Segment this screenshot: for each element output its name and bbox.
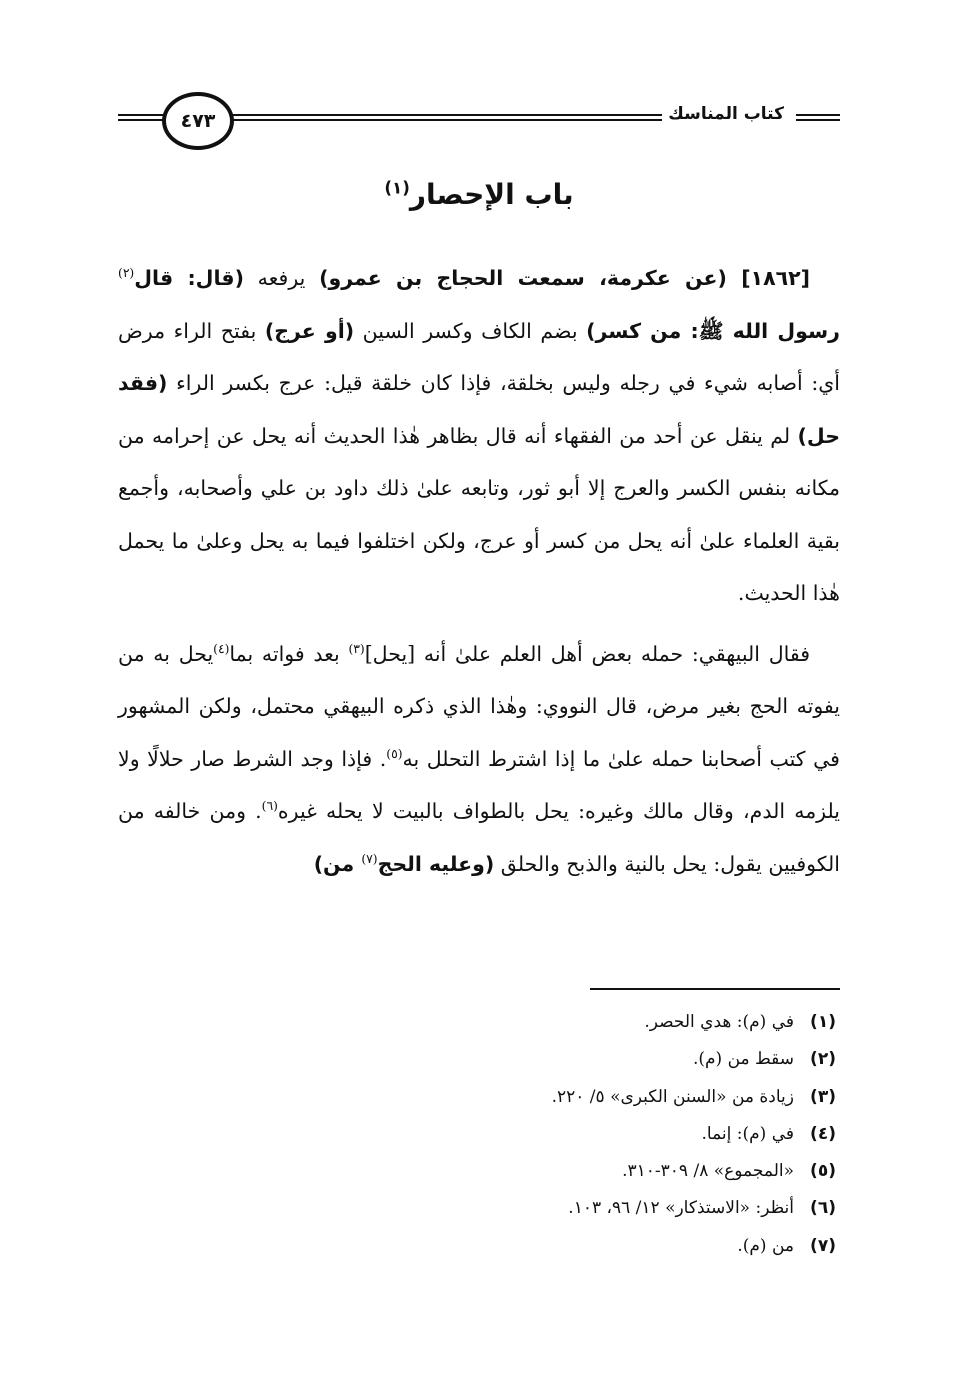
footnote — [118, 1116, 836, 1153]
hadith-text: (أو عرج) — [264, 318, 355, 343]
page-number: ٤٧٣ — [180, 110, 216, 132]
footnote-ref: (٧) — [361, 851, 378, 866]
footnote-ref: (١) — [384, 177, 410, 198]
commentary-text: بفتح الراء مرض أي: أصابه شيء في رجله وليس بخلقة، فإذا كان خلقة قيل: عرج بكسر الراء — [118, 318, 840, 395]
header-rule — [796, 119, 840, 121]
footnote-number: (٢) — [810, 1049, 836, 1070]
footnote — [118, 1079, 836, 1116]
footnote — [118, 1153, 836, 1190]
commentary-text: بعد فواته بما — [229, 641, 349, 666]
footnote-text: من (م). — [737, 1235, 794, 1256]
header-rule — [214, 119, 690, 121]
hadith-text: (وعليه الحج — [377, 851, 495, 876]
commentary-text: لم ينقل عن أحد من الفقهاء أنه قال بظاهر هٰذا الحديث أنه يحل عن إحرامه من مكانه بنفس الكسر والعرج إلا أبو ثور، وتابعه علىٰ ذلك داود بن علي وأصحابه، وأجمع بقية العلماء علىٰ أنه يحل من كسر أو عرج، ولكن اختلفوا فيما به يحل وعلىٰ ما يحمل هٰذا الحديث. — [118, 423, 840, 605]
footnote-number: (٦) — [810, 1198, 836, 1219]
header-rule — [214, 114, 690, 116]
footnote-number: (٧) — [810, 1235, 836, 1256]
header-rule — [796, 114, 840, 116]
footnote-number: (٤) — [810, 1123, 836, 1144]
footnote-text: أنظر: «الاستذكار» ١٢/ ٩٦، ١٠٣. — [568, 1198, 794, 1219]
footnote-text: في (م): إنما. — [701, 1123, 794, 1144]
footnote-number: (٣) — [810, 1086, 836, 1107]
footnote-text: في (م): هدي الحصر. — [644, 1012, 794, 1032]
footnote-ref: (٥) — [386, 746, 403, 761]
hadith-text: رسول الله ﷺ: من كسر) — [586, 318, 840, 343]
commentary-text: . فإذا وجد الشرط صار حلالًا ولا يلزمه الدم، وقال مالك وغيره: يحل بالطواف بالبيت لا يحله غيره — [118, 746, 840, 823]
paragraph — [118, 252, 840, 620]
footnote — [118, 1228, 836, 1265]
header-rule — [118, 119, 164, 121]
running-header — [118, 92, 840, 156]
footnote — [118, 1004, 836, 1041]
footnote-ref: (٦) — [261, 799, 278, 814]
hadith-text: [١٨٦٢] (عن عكرمة، سمعت الحجاج بن عمرو) — [319, 266, 810, 290]
footnote-separator — [590, 988, 840, 990]
hadith-text: (قال: قال — [134, 266, 244, 290]
commentary-text: بضم الكاف وكسر السين — [354, 318, 587, 343]
footnote-ref: (٣) — [348, 641, 365, 656]
paragraph — [118, 628, 840, 891]
footnote — [118, 1041, 836, 1078]
header-rule — [118, 114, 164, 116]
footnote-text: «المجموع» ٨/ ٣٠٩-٣١٠. — [622, 1161, 794, 1182]
footnote-ref: (٤) — [213, 641, 230, 656]
footnote-text: سقط من (م). — [692, 1049, 794, 1070]
commentary-text: . ومن خالفه من الكوفيين يقول: يحل بالنية والذبح والحلق — [118, 799, 840, 876]
commentary-text: فقال البيهقي: حمله بعض أهل العلم علىٰ أنه [يحل] — [364, 641, 811, 666]
hadith-text: من) — [313, 851, 362, 876]
footnote — [118, 1190, 836, 1227]
main-text — [118, 252, 840, 890]
chapter-title-text: باب الإحصار — [409, 178, 574, 211]
chapter-title — [118, 178, 840, 211]
hadith-text: (فقد حل) — [118, 371, 840, 448]
page-number-badge — [162, 92, 234, 150]
running-title: كتاب المناسك — [662, 104, 790, 124]
footnote-number: (٥) — [810, 1161, 836, 1182]
footnote-text: زيادة من «السنن الكبرى» ٥/ ٢٢٠. — [551, 1086, 794, 1107]
footnotes — [118, 1004, 836, 1265]
footnote-ref: (٢) — [118, 266, 135, 281]
commentary-text: يرفعه — [243, 266, 320, 290]
footnote-number: (١) — [810, 1012, 836, 1032]
commentary-text: يحل به من يفوته الحج بغير مرض، قال النووي: وهٰذا الذي ذكره البيهقي محتمل، ولكن المشهور في كتب أصحابنا حمله علىٰ ما إذا اشترط التحلل به — [118, 641, 840, 771]
